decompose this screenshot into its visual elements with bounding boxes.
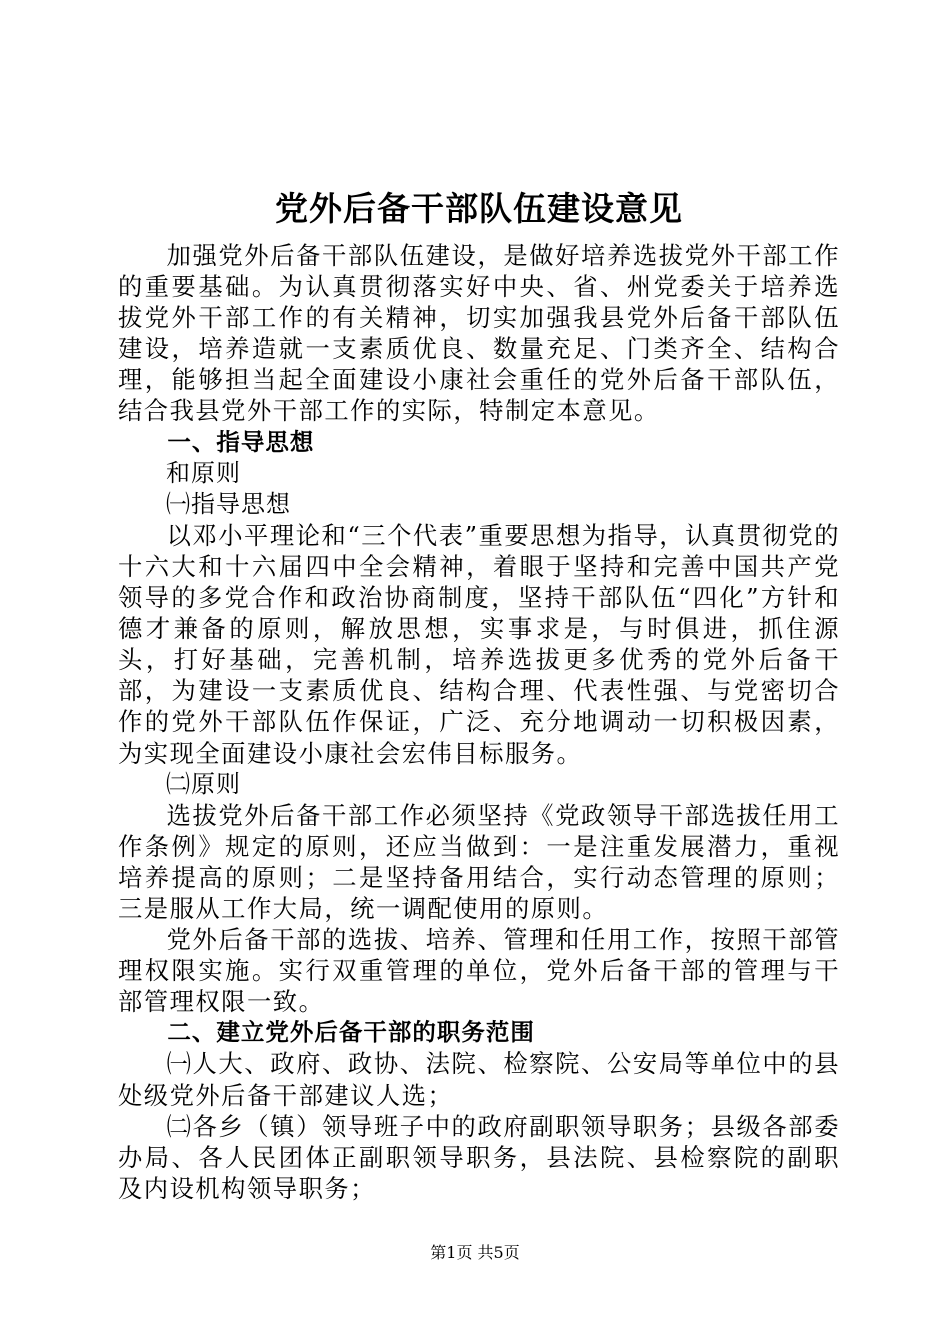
section-heading-guiding-thought: 一、指导思想 [167, 427, 315, 456]
scope-item-2: ㈡各乡（镇）领导班子中的政府副职领导职务；县级各部委办局、各人民团体正副职领导职务，县法院、县检察院的副职及内设机构领导职务； [118, 1111, 840, 1203]
management-paragraph: 党外后备干部的选拔、培养、管理和任用工作，按照干部管理权限实施。实行双重管理的单位，党外后备干部的管理与干部管理权限一致。 [118, 925, 840, 1017]
section-heading-position-scope: 二、建立党外后备干部的职务范围 [167, 1018, 535, 1047]
page-footer: 第1页 共5页 [430, 1243, 520, 1262]
document-title: 党外后备干部队伍建设意见 [275, 189, 683, 228]
intro-paragraph: 加强党外后备干部队伍建设，是做好培养选拔党外干部工作的重要基础。为认真贯彻落实好中央、省、州党委关于培养选拔党外干部工作的有关精神，切实加强我县党外后备干部队伍建设，培养造就一支素质优良、数量充足、门类齐全、结构合理，能够担当起全面建设小康社会重任的党外后备干部队伍，结合我县党外干部工作的实际，特制定本意见。 [118, 241, 840, 426]
subsection-heading-principles: ㈡原则 [166, 769, 241, 798]
principles-paragraph: 选拔党外后备干部工作必须坚持《党政领导干部选拔任用工作条例》规定的原则，还应当做到：一是注重发展潜力，重视培养提高的原则；二是坚持备用结合，实行动态管理的原则；三是服从工作大局，统一调配使用的原则。 [118, 800, 840, 923]
document-body [118, 182, 840, 1204]
guiding-thought-paragraph: 以邓小平理论和“三个代表”重要思想为指导，认真贯彻党的十六大和十六届四中全会精神，着眼于坚持和完善中国共产党领导的多党合作和政治协商制度，坚持干部队伍“四化”方针和德才兼备的原则，解放思想，实事求是，与时俱进，抓住源头，打好基础，完善机制，培养选拔更多优秀的党外后备干部，为建设一支素质优良、结构合理、代表性强、与党密切合作的党外干部队伍作保证，广泛、充分地调动一切积极因素，为实现全面建设小康社会宏伟目标服务。 [118, 520, 840, 768]
subsection-heading-guiding-thought: ㈠指导思想 [166, 489, 291, 518]
scope-item-1: ㈠人大、政府、政协、法院、检察院、公安局等单位中的县处级党外后备干部建议人选； [118, 1049, 840, 1110]
section-heading-continuation: 和原则 [166, 458, 241, 487]
